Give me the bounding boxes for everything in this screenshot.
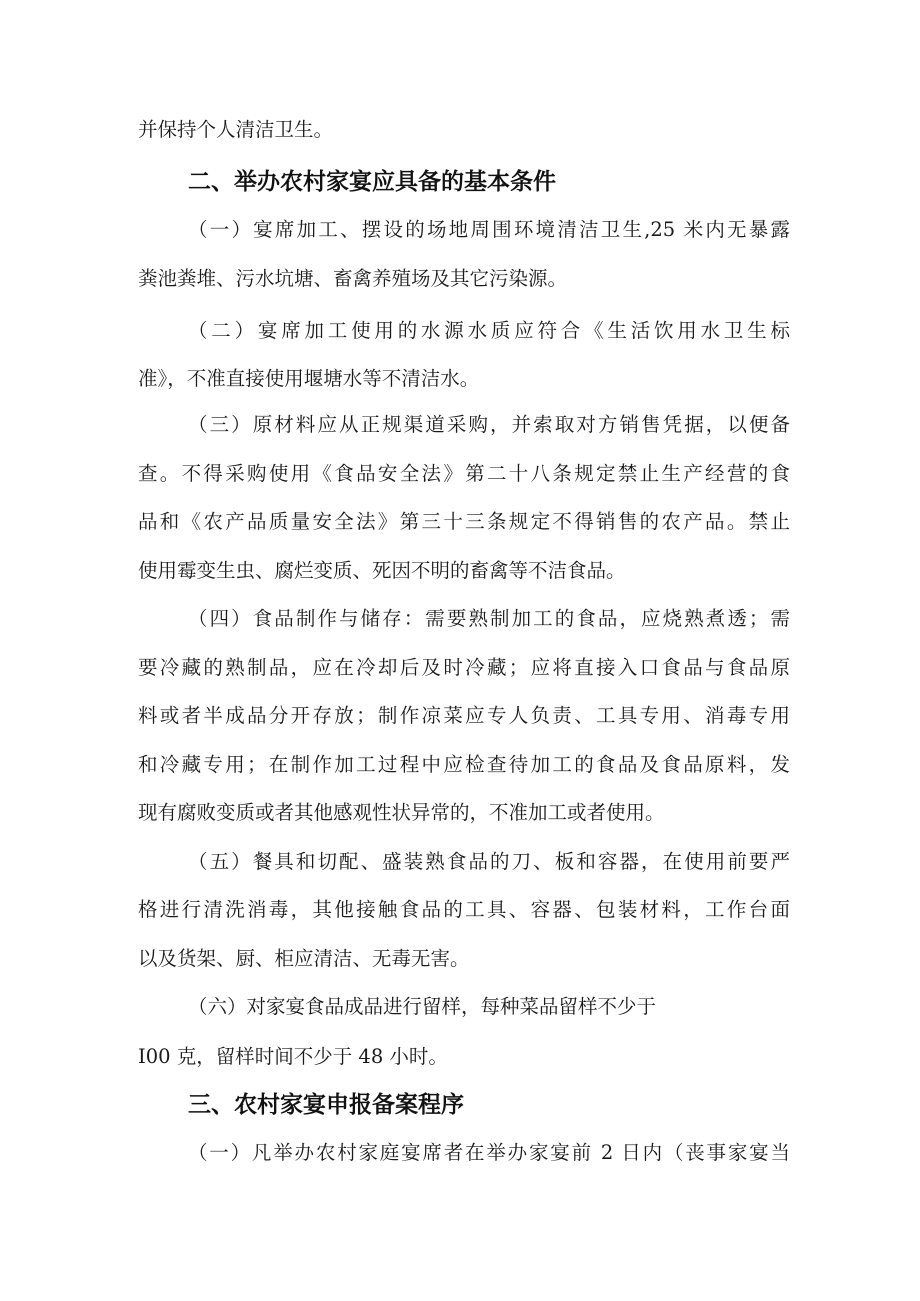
section2-item1-line2: 粪池粪堆、污水坑塘、畜禽养殖场及其它污染源。	[138, 267, 568, 290]
section2-item1-line1: （一）宴席加工、摆设的场地周围环境清洁卫生,25 米内无暴露	[188, 218, 790, 241]
section2-item5-line3: 以及货架、厨、柜应清洁、无毒无害。	[138, 947, 470, 970]
section2-item4-line3: 料或者半成品分开存放；制作凉菜应专人负责、工具专用、消毒专用	[138, 704, 790, 727]
section2-item5-line2: 格进行清洗消毒，其他接触食品的工具、容器、包装材料，工作台面	[138, 898, 790, 921]
section3-item1-line1: （一）凡举办农村家庭宴席者在举办家宴前 2 日内（丧事家宴当	[188, 1141, 790, 1164]
section2-item2-line2: 准》，不准直接使用堰塘水等不清洁水。	[138, 367, 480, 390]
section2-heading: 二、举办农村家宴应具备的基本条件	[188, 169, 556, 195]
section2-item2-line1: （二）宴席加工使用的水源水质应符合《生活饮用水卫生标	[188, 319, 790, 342]
intro-tail-text: 并保持个人清洁卫生。	[138, 118, 334, 141]
section2-item3-line3: 品和《农产品质量安全法》第三十三条规定不得销售的农产品。禁止	[138, 510, 790, 533]
section2-item3-line2: 查。不得采购使用《食品安全法》第二十八条规定禁止生产经营的食	[138, 462, 790, 485]
section2-item4-line1: （四）食品制作与储存：需要熟制加工的食品，应烧熟煮透；需	[188, 607, 790, 630]
section2-item6-line2: I00 克，留样时间不少于 48 小时。	[138, 1045, 448, 1068]
section3-heading: 三、农村家宴申报备案程序	[188, 1092, 464, 1118]
section2-item6-line1: （六）对家宴食品成品进行留样，每种菜品留样不少于	[188, 995, 657, 1018]
section2-item5-line1: （五）餐具和切配、盛装熟食品的刀、板和容器，在使用前要严	[188, 850, 790, 873]
section2-item3-line4: 使用霉变生虫、腐烂变质、死因不明的畜禽等不洁食品。	[138, 559, 626, 582]
section2-item4-line5: 现有腐败变质或者其他感观性状异常的，不准加工或者使用。	[138, 801, 665, 824]
section2-item3-line1: （三）原材料应从正规渠道采购，并索取对方销售凭据，以便备	[188, 413, 790, 436]
section2-item4-line4: 和冷藏专用；在制作加工过程中应检查待加工的食品及食品原料，发	[138, 753, 790, 776]
section2-item4-line2: 要冷藏的熟制品，应在冷却后及时冷藏；应将直接入口食品与食品原	[138, 656, 790, 679]
